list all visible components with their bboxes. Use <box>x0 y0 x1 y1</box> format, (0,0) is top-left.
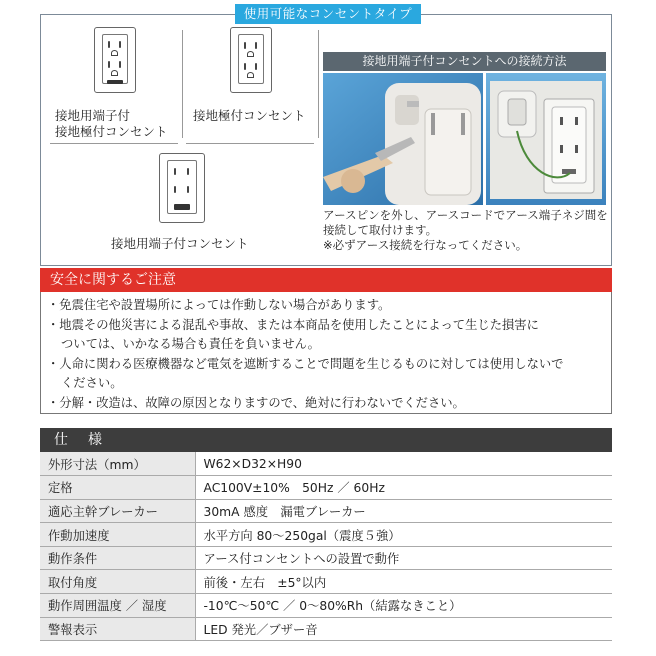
type-divider-horizontal-2 <box>186 143 314 144</box>
safety-note-3-cont: ください。 <box>61 376 123 390</box>
spec-row <box>40 523 612 547</box>
outlet-terminal-pole-label-2: 接地極付コンセント <box>55 124 168 139</box>
safety-note-2-cont: ついては、いかなる場合も責任を負いません。 <box>61 337 320 351</box>
connection-photo-right <box>486 73 606 205</box>
spec-row <box>40 476 612 500</box>
spec-value: -10℃～50℃ ／ 0～80%Rh（結露なきこと） <box>195 594 612 618</box>
outlet-pole-label: 接地極付コンセント <box>193 108 306 123</box>
spec-value: 前後・左右 ±5°以内 <box>195 570 612 594</box>
spec-row <box>40 546 612 570</box>
spec-value: AC100V±10% 50Hz ／ 60Hz <box>195 476 612 500</box>
spec-table <box>40 452 612 641</box>
outlet-terminal-label: 接地用端子付コンセント <box>111 236 249 251</box>
connection-photo-left <box>323 73 483 205</box>
spec-key: 動作周囲温度 ／ 湿度 <box>40 594 195 618</box>
spec-title: 仕 様 <box>40 428 612 452</box>
spec-key: 作動加速度 <box>40 523 195 547</box>
spec-key: 警報表示 <box>40 617 195 641</box>
spec-value: 水平方向 80～250gal（震度５強） <box>195 523 612 547</box>
spec-value: アース付コンセントへの設置で動作 <box>195 546 612 570</box>
spec-key: 取付角度 <box>40 570 195 594</box>
type-divider-vertical-2 <box>318 30 319 138</box>
outlet-terminal-illustration <box>159 153 205 223</box>
outlet-pole-illustration <box>230 27 272 93</box>
spec-row <box>40 499 612 523</box>
safety-note-2: ・地震その他災害による混乱や事故、または本商品を使用したことによって生じた損害に <box>47 317 539 332</box>
spec-key: 定格 <box>40 476 195 500</box>
spec-value: LED 発光／ブザー音 <box>195 617 612 641</box>
spec-value: 30mA 感度 漏電ブレーカー <box>195 499 612 523</box>
safety-note-1: ・免震住宅や設置場所によっては作動しない場合があります。 <box>47 298 391 312</box>
connection-note <box>323 208 608 253</box>
connection-method-header: 接地用端子付コンセントへの接続方法 <box>323 52 606 71</box>
safety-title: 安全に関するご注意 <box>40 268 612 292</box>
connection-note-line-1: アースピンを外し、アースコードでアース端子ネジ間を <box>323 208 608 222</box>
safety-note-3: ・人命に関わる医療機器など電気を遮断することで問題を生じるものに対しては使用しないで <box>47 356 564 371</box>
spec-key: 動作条件 <box>40 546 195 570</box>
type-divider-horizontal-1 <box>50 143 178 144</box>
spec-row <box>40 594 612 618</box>
spec-key: 適応主幹ブレーカー <box>40 499 195 523</box>
safety-notes <box>40 292 612 414</box>
connection-note-line-3: ※必ずアース接続を行なってください。 <box>323 238 528 252</box>
spec-row <box>40 617 612 641</box>
outlet-terminal-pole-illustration <box>94 27 136 93</box>
safety-note-4: ・分解・改造は、故障の原因となりますので、絶対に行わないでください。 <box>47 395 465 410</box>
outlet-terminal-pole-label-1: 接地用端子付 <box>55 108 131 123</box>
spec-row <box>40 452 612 476</box>
spec-key: 外形寸法（mm） <box>40 452 195 476</box>
spec-row <box>40 570 612 594</box>
outlet-types-title: 使用可能なコンセントタイプ <box>235 4 421 24</box>
connection-note-line-2: 接続して取付けます。 <box>323 223 438 237</box>
type-divider-vertical-1 <box>182 30 183 138</box>
spec-value: W62×D32×H90 <box>195 452 612 476</box>
